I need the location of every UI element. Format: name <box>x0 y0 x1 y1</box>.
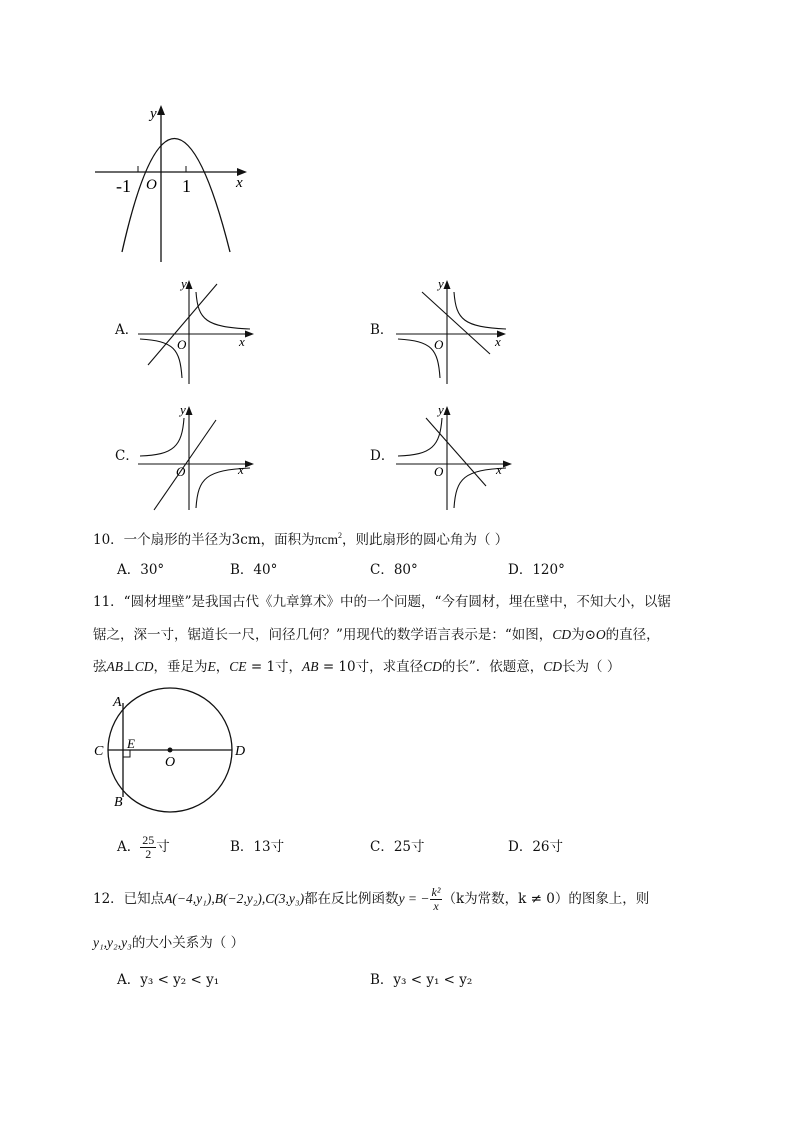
svg-text:y: y <box>181 276 187 291</box>
svg-text:x: x <box>495 334 501 349</box>
parabola-graph <box>0 0 793 280</box>
center-dot <box>168 748 173 753</box>
svg-text:y: y <box>438 276 444 291</box>
svg-text:x: x <box>239 334 245 349</box>
q11-option-a[interactable]: A． $\frac{25}{2}$ 寸 <box>117 833 170 861</box>
svg-text:C: C <box>94 744 104 759</box>
q10-option-c[interactable]: C．80° <box>370 562 418 578</box>
option-d-letter[interactable]: D． <box>370 448 395 464</box>
q10-option-d[interactable]: D．120° <box>508 562 565 578</box>
question-12-line-2: y₁,y₂,y₃的大小关系为（ ） <box>93 935 245 951</box>
tick-neg1: -1 <box>116 176 131 196</box>
option-b-graph[interactable] <box>388 272 518 387</box>
q12-option-b[interactable]: B．y₃ < y₁ < y₂ <box>370 972 473 988</box>
q10-option-a[interactable]: A．30° <box>117 562 165 578</box>
svg-text:O: O <box>177 337 187 352</box>
svg-text:B: B <box>114 795 123 810</box>
option-c-letter[interactable]: C． <box>115 448 139 464</box>
svg-text:E: E <box>127 736 135 751</box>
y-axis-arrow-icon <box>157 105 165 115</box>
tick-1: 1 <box>182 176 191 196</box>
q10-option-b[interactable]: B．40° <box>230 562 278 578</box>
option-a-graph[interactable] <box>130 272 260 387</box>
circle-figure <box>85 688 255 818</box>
svg-text:O: O <box>434 464 444 479</box>
svg-text:x: x <box>238 462 244 477</box>
origin-label: O <box>146 177 157 193</box>
q12-option-a[interactable]: A．y₃ < y₂ < y₁ <box>117 972 220 988</box>
q11-option-d[interactable]: D．26寸 <box>508 839 564 855</box>
option-a-letter[interactable]: A． <box>115 322 139 338</box>
svg-text:y: y <box>180 402 186 417</box>
q11-option-c[interactable]: C．25寸 <box>370 839 425 855</box>
x-label: x <box>236 175 243 191</box>
question-12-line-1: 12．已知点A(−4,y₁),B(−2,y₂),C(3,y₃)都在反比例函数y = − $\frac{\text{k²}}{x}$ （k为常数，k ≠ 0）的图象上，则 <box>93 885 650 913</box>
y-label: y <box>150 106 157 122</box>
svg-text:O: O <box>176 464 186 479</box>
question-11-line-2: 锯之，深一寸，锯道长一尺，问径几何？”用现代的数学语言表示是：“如图，CD为⊙O的直径， <box>93 627 660 643</box>
q11-option-b[interactable]: B．13寸 <box>230 839 285 855</box>
question-11-line-1: 11．“圆材埋壁”是我国古代《九章算术》中的一个问题，“今有圆材，埋在壁中，不知大小，以锯 <box>93 594 671 610</box>
question-10-stem: 10．一个扇形的半径为3cm，面积为πcm$^2$，则此扇形的圆心角为（ ） <box>93 531 509 548</box>
question-11-line-3: 弦AB⊥CD，垂足为E，CE = 1寸，AB = 10寸，求直径CD的长”．依题意，CD长为（ ） <box>93 659 621 675</box>
option-b-letter[interactable]: B． <box>370 322 394 338</box>
svg-text:O: O <box>434 337 444 352</box>
option-d-graph[interactable] <box>388 398 518 513</box>
svg-text:y: y <box>438 402 444 417</box>
svg-text:D: D <box>235 744 246 759</box>
svg-text:O: O <box>165 755 176 770</box>
svg-text:A: A <box>113 695 122 710</box>
right-angle-mark <box>123 750 130 757</box>
parabola-curve <box>122 139 230 253</box>
option-c-graph[interactable] <box>130 398 260 513</box>
svg-text:x: x <box>496 462 502 477</box>
